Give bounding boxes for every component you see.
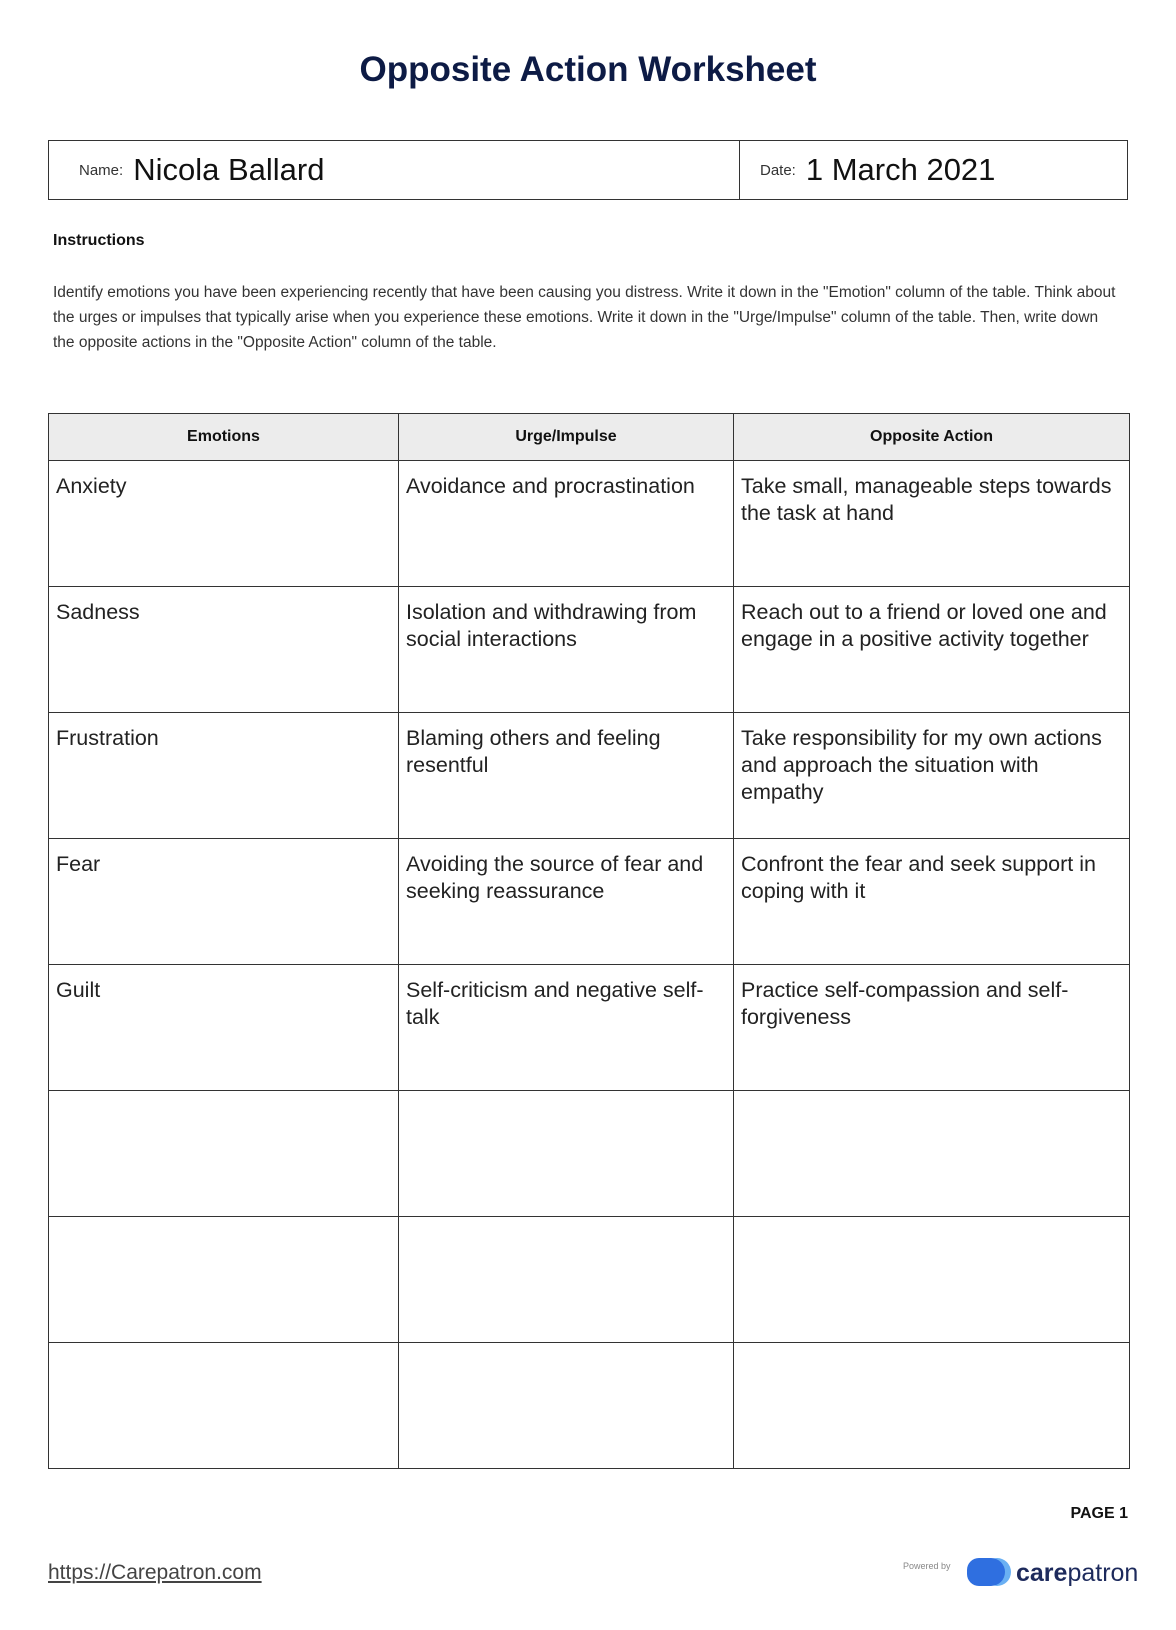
emotion-cell[interactable]: Anxiety [49,461,399,587]
opposite-action-cell[interactable]: Take small, manageable steps towards the task at hand [734,461,1130,587]
emotion-cell[interactable] [49,1343,399,1469]
urge-cell[interactable] [399,1343,734,1469]
date-cell [740,141,1127,199]
date-label: Date: [760,161,796,179]
page-number: PAGE 1 [1070,1505,1128,1522]
table-row [49,965,1130,1091]
urge-cell[interactable]: Avoiding the source of fear and seeking reassurance [399,839,734,965]
emotion-cell[interactable]: Frustration [49,713,399,839]
emotion-cell[interactable]: Sadness [49,587,399,713]
column-header-emotions: Emotions [49,414,399,461]
opposite-action-cell[interactable] [734,1217,1130,1343]
table-row [49,461,1130,587]
opposite-action-cell[interactable]: Practice self-compassion and self-forgiveness [734,965,1130,1091]
page-title: Opposite Action Worksheet [359,50,817,89]
column-header-urge: Urge/Impulse [399,414,734,461]
emotion-cell[interactable] [49,1091,399,1217]
emotion-cell[interactable] [49,1217,399,1343]
opposite-action-cell[interactable]: Reach out to a friend or loved one and engage in a positive activity together [734,587,1130,713]
worksheet-table [48,413,1130,1469]
urge-cell[interactable]: Self-criticism and negative self-talk [399,965,734,1091]
carepatron-logo-icon [965,1556,1013,1592]
brand-bold: care [1016,1559,1068,1587]
urge-cell[interactable]: Isolation and withdrawing from social interactions [399,587,734,713]
table-row [49,1343,1130,1469]
name-label: Name: [79,161,124,179]
date-field[interactable]: 1 March 2021 [805,152,996,187]
table-header-row [49,414,1130,461]
table-row [49,587,1130,713]
carepatron-link[interactable]: https://Carepatron.com [48,1561,262,1584]
powered-by-label: Powered by [903,1561,951,1571]
opposite-action-cell[interactable] [734,1343,1130,1469]
opposite-action-cell[interactable] [734,1091,1130,1217]
emotion-cell[interactable]: Fear [49,839,399,965]
instructions-text: Identify emotions you have been experiencing recently that have been causing you distress. Write it down in the "Emotion" column of the table. Think about the urges or impulses that typically arise when you experience these emotions. Write it down in the "Urge/Impulse" column of the table. Then, write down the opposite actions in the "Opposite Action" column of the table. [53,284,1116,351]
column-header-opposite-action: Opposite Action [734,414,1130,461]
brand-rest: patron [1067,1559,1139,1587]
urge-cell[interactable]: Avoidance and procrastination [399,461,734,587]
urge-cell[interactable]: Blaming others and feeling resentful [399,713,734,839]
instructions-heading: Instructions [53,232,145,249]
opposite-action-cell[interactable]: Confront the fear and seek support in coping with it [734,839,1130,965]
opposite-action-cell[interactable]: Take responsibility for my own actions and approach the situation with empathy [734,713,1130,839]
urge-cell[interactable] [399,1217,734,1343]
name-field[interactable]: Nicola Ballard [133,152,325,187]
table-row [49,1091,1130,1217]
carepatron-brand [1016,1559,1138,1588]
table-row [49,713,1130,839]
table-row [49,839,1130,965]
name-date-box [48,140,1128,200]
emotion-cell[interactable]: Guilt [49,965,399,1091]
table-row [49,1217,1130,1343]
name-cell [49,141,740,199]
urge-cell[interactable] [399,1091,734,1217]
